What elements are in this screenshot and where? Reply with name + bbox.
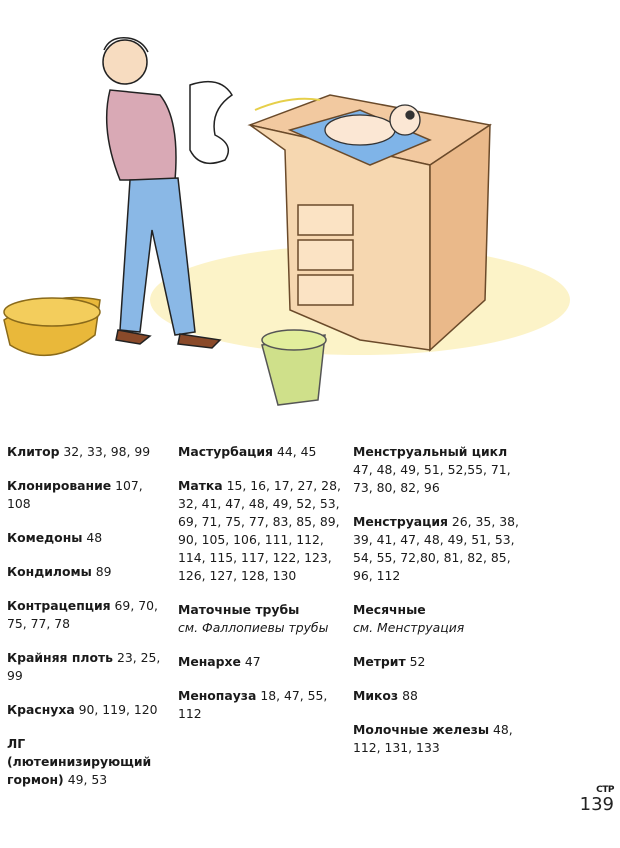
- index-term: Маточные трубы: [178, 602, 300, 617]
- index-pages: 49, 53: [67, 772, 108, 787]
- index-column-2: [178, 443, 343, 739]
- index-entry: [353, 687, 523, 705]
- wastebasket: [262, 330, 326, 405]
- page-number-value: 139: [579, 794, 614, 815]
- index-pages: 47: [244, 654, 261, 669]
- index-pages: 69, 70, 75, 77, 78: [7, 598, 158, 631]
- index-term: Мастурбация: [178, 444, 273, 459]
- index-entry: [353, 513, 523, 585]
- index-entry: [353, 653, 523, 671]
- index-term: Клонирование: [7, 478, 112, 493]
- index-entry: [7, 701, 167, 719]
- index-entry: [178, 601, 343, 637]
- index-entry: [178, 477, 343, 585]
- index-term: ЛГ (лютеинизирующий гормон): [7, 736, 152, 787]
- index-term: Матка: [178, 478, 223, 493]
- index-term: Микоз: [353, 688, 399, 703]
- index-entry: [7, 477, 167, 513]
- index-pages: 48: [86, 530, 103, 545]
- index-entry: [178, 653, 343, 671]
- index-pages: 44, 45: [276, 444, 317, 459]
- index-pages: 26, 35, 38, 39, 41, 47, 48, 49, 51, 53, 54, 55, 72,80, 81, 82, 85, 96, 112: [353, 514, 519, 583]
- index-term: Менопауза: [178, 688, 257, 703]
- index-pages: 47, 48, 49, 51, 52,55, 71, 73, 80, 82, 96: [353, 462, 511, 495]
- index-entry: [353, 443, 523, 497]
- index-entry: [353, 601, 523, 637]
- index-see-ref: см. Фаллопиевы трубы: [178, 620, 329, 635]
- index-entry: [7, 649, 167, 685]
- index-see-ref: см. Менструация: [353, 620, 465, 635]
- index-entry: [178, 687, 343, 723]
- index-column-3: [353, 443, 523, 773]
- index-term: Месячные: [353, 602, 426, 617]
- index-pages: 89: [95, 564, 112, 579]
- index-entry: [7, 529, 167, 547]
- index-term: Крайняя плоть: [7, 650, 113, 665]
- index-pages: 48, 112, 131, 133: [353, 722, 513, 755]
- index-pages: 88: [402, 688, 418, 703]
- index-term: Менархе: [178, 654, 241, 669]
- index-entry: [7, 597, 167, 633]
- index-entry: [7, 735, 167, 789]
- index-term: Клитор: [7, 444, 60, 459]
- index-term: Контрацепция: [7, 598, 111, 613]
- index-term: Метрит: [353, 654, 406, 669]
- index-term: Молочные железы: [353, 722, 490, 737]
- page-label: СТР: [596, 785, 614, 795]
- basin: [4, 298, 100, 356]
- index-pages: 18, 47, 55, 112: [178, 688, 328, 721]
- page-number: [580, 786, 614, 815]
- index-entry: [7, 563, 167, 581]
- index-term: Кондиломы: [7, 564, 92, 579]
- index-term: Менструация: [353, 514, 448, 529]
- index-entry: [178, 443, 343, 461]
- index-entry: [353, 721, 523, 757]
- index-pages: 32, 33, 98, 99: [63, 444, 151, 459]
- index-column-1: [7, 443, 167, 805]
- index-pages: 90, 119, 120: [78, 702, 158, 717]
- index-entry: [7, 443, 167, 461]
- index-pages: 15, 16, 17, 27, 28, 32, 41, 47, 48, 49, 52, 53, 69, 71, 75, 77, 83, 85, 89, 90, 105, 106, 111, 112, 114, 115, 117, 122, 123, 126, 127, 128, 130: [178, 478, 341, 583]
- index-term: Краснуха: [7, 702, 75, 717]
- index-pages: 23, 25, 99: [7, 650, 161, 683]
- index-term: Менструальный цикл: [353, 444, 508, 459]
- index-term: Комедоны: [7, 530, 83, 545]
- index-pages: 52: [409, 654, 426, 669]
- index-pages: 107, 108: [7, 478, 143, 511]
- illustration: [0, 0, 620, 420]
